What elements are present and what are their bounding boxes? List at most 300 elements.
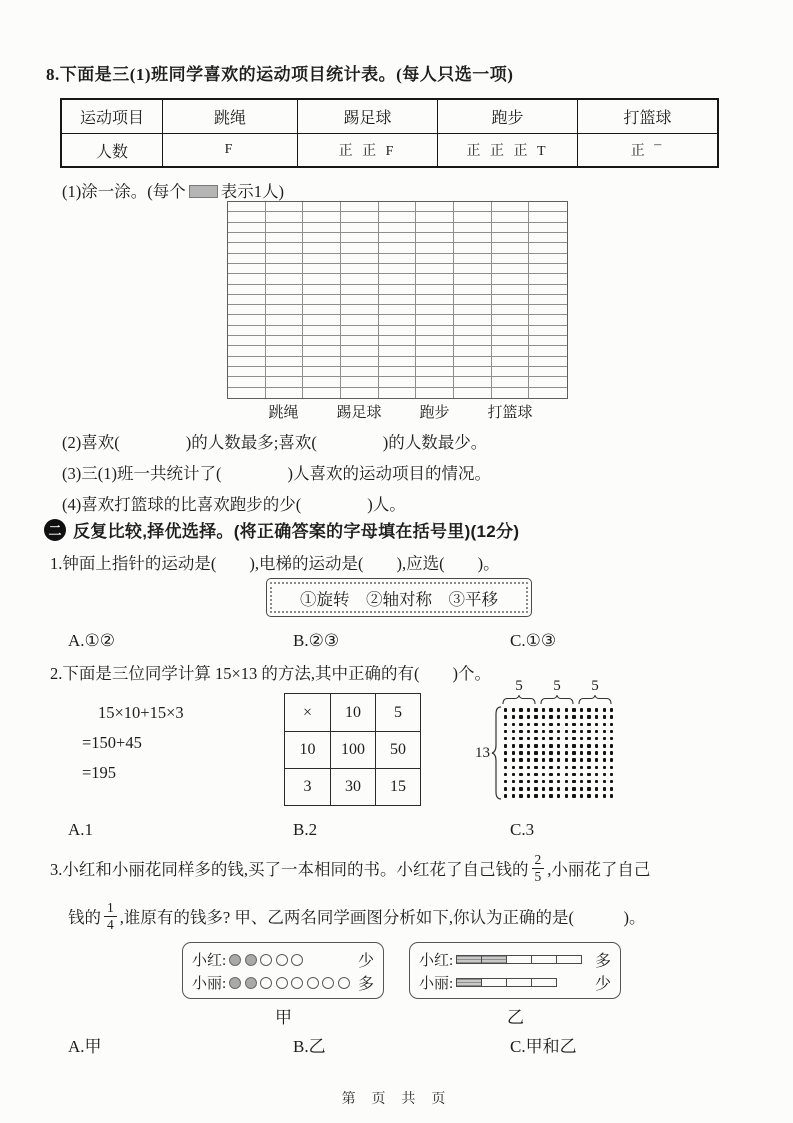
- dot: [542, 723, 545, 726]
- method1-line2: =150+45: [82, 733, 142, 752]
- grid-cell: [492, 254, 530, 264]
- dot: [572, 758, 575, 761]
- stat-header-cell: 跑步: [437, 100, 577, 133]
- grid-cell: [416, 254, 454, 264]
- dot: [534, 773, 537, 776]
- dot: [595, 737, 598, 740]
- dot: [603, 744, 606, 747]
- grid-cell: [416, 212, 454, 222]
- grid-cell: [379, 357, 417, 367]
- dot: [549, 794, 552, 797]
- circle-empty: [307, 977, 319, 989]
- dot: [549, 744, 552, 747]
- dot-group-count: 5: [515, 678, 523, 694]
- grid-cell: [454, 202, 492, 212]
- mult-cell: 15: [375, 768, 420, 805]
- section2-title: 反复比较,择优选择。(将正确答案的字母填在括号里)(12分): [73, 522, 520, 541]
- dot: [610, 708, 613, 711]
- dot: [549, 758, 552, 761]
- grid-cell: [266, 305, 304, 315]
- circle-empty: [322, 977, 334, 989]
- grid-cell: [492, 388, 530, 398]
- dot: [572, 708, 575, 711]
- grid-cell: [379, 274, 417, 284]
- dot: [534, 751, 537, 754]
- grid-cell: [303, 264, 341, 274]
- grid-cell: [303, 202, 341, 212]
- grid-cell: [379, 233, 417, 243]
- grid-cell: [529, 305, 567, 315]
- grid-cell: [492, 367, 530, 377]
- circle-empty: [291, 954, 303, 966]
- grid-cell: [341, 305, 379, 315]
- dot: [610, 730, 613, 733]
- grid-cell: [492, 305, 530, 315]
- dot: [527, 773, 530, 776]
- dot: [519, 730, 522, 733]
- q3-line2-b: ,谁原有的钱多? 甲、乙两名同学画图分析如下,你认为正确的是( )。: [119, 908, 646, 927]
- grid-cell: [529, 202, 567, 212]
- dot: [580, 794, 583, 797]
- grid-cell: [303, 305, 341, 315]
- grid-cell: [341, 295, 379, 305]
- dot-rows-label: 13: [475, 744, 490, 761]
- dot: [527, 780, 530, 783]
- dot: [557, 737, 560, 740]
- grid-cell: [228, 315, 266, 325]
- stat-header-cell: 打篮球: [577, 100, 717, 133]
- dot: [610, 751, 613, 754]
- dot: [572, 773, 575, 776]
- grid-cell: [529, 336, 567, 346]
- dot: [572, 737, 575, 740]
- dot: [549, 766, 552, 769]
- grid-cell: [379, 346, 417, 356]
- dot: [595, 715, 598, 718]
- grid-cell: [492, 336, 530, 346]
- dot: [580, 737, 583, 740]
- dot: [542, 780, 545, 783]
- person-row: [192, 971, 374, 994]
- grid-cell: [492, 377, 530, 387]
- grid-cell: [228, 254, 266, 264]
- grid-cell: [492, 202, 530, 212]
- dot: [565, 766, 568, 769]
- dot: [580, 758, 583, 761]
- grid-cell: [379, 285, 417, 295]
- dot: [610, 794, 613, 797]
- category-label: 踢足球: [336, 405, 382, 421]
- tally-cell: 正 ¯: [577, 133, 717, 166]
- grid-cell: [228, 305, 266, 315]
- dot: [512, 715, 515, 718]
- grid-cell: [379, 326, 417, 336]
- grid-cell: [228, 243, 266, 253]
- dot: [572, 730, 575, 733]
- q1-option-b: B.②③: [293, 631, 340, 650]
- q3-option-a: A.甲: [68, 1037, 102, 1056]
- grid-cell: [228, 202, 266, 212]
- grid-cell: [266, 223, 304, 233]
- grid-cell: [266, 295, 304, 305]
- dot: [603, 766, 606, 769]
- dot: [549, 737, 552, 740]
- grid-cell: [492, 243, 530, 253]
- grid-cell: [266, 346, 304, 356]
- over-brace-icon: [540, 695, 574, 704]
- grid-cell: [341, 254, 379, 264]
- grid-cell: [379, 336, 417, 346]
- mult-cell: 10: [330, 694, 375, 731]
- dot: [595, 794, 598, 797]
- circle-filled: [229, 954, 241, 966]
- dot: [504, 787, 507, 790]
- dot: [557, 758, 560, 761]
- dot: [519, 723, 522, 726]
- dot: [572, 780, 575, 783]
- dot: [580, 730, 583, 733]
- category-label: 跑步: [419, 405, 450, 421]
- grid-cell: [529, 377, 567, 387]
- dot: [557, 715, 560, 718]
- grid-cell: [341, 264, 379, 274]
- dot: [542, 751, 545, 754]
- grid-cell: [341, 367, 379, 377]
- grid-cell: [416, 367, 454, 377]
- dot: [580, 715, 583, 718]
- grid-cell: [529, 326, 567, 336]
- grid-cell: [529, 295, 567, 305]
- grid-cell: [341, 326, 379, 336]
- grid-cell: [303, 285, 341, 295]
- grid-cell: [266, 202, 304, 212]
- q3-line1: [50, 845, 650, 891]
- grid-cell: [454, 305, 492, 315]
- dot: [519, 780, 522, 783]
- dot: [512, 730, 515, 733]
- segment-bar: [456, 955, 582, 964]
- person-name: 小丽:: [192, 976, 227, 992]
- diagram-jia-label: 甲: [275, 1008, 292, 1027]
- grid-cell: [529, 315, 567, 325]
- dot: [519, 737, 522, 740]
- dot: [572, 766, 575, 769]
- person-row: [419, 971, 611, 994]
- q3-option-b: B.乙: [293, 1037, 326, 1056]
- dot: [512, 737, 515, 740]
- q2-method3-dot-diagram: [472, 678, 616, 800]
- dot: [565, 744, 568, 747]
- bar-segment: [556, 955, 582, 964]
- dot: [603, 780, 606, 783]
- dot: [519, 758, 522, 761]
- section2-header: [44, 517, 519, 542]
- grid-cell: [454, 264, 492, 274]
- dot: [580, 773, 583, 776]
- dot: [603, 723, 606, 726]
- stat-row-label: 人数: [62, 133, 162, 166]
- grid-cell: [379, 243, 417, 253]
- dot: [557, 744, 560, 747]
- amount-note: 多: [357, 976, 374, 993]
- grid-cell: [416, 223, 454, 233]
- q3-line1-a: 3.小红和小丽花同样多的钱,买了一本相同的书。小红花了自己钱的: [50, 860, 529, 879]
- mult-cell: 50: [375, 731, 420, 768]
- fill-grid: [227, 201, 568, 399]
- grid-cell: [228, 336, 266, 346]
- dot: [542, 708, 545, 711]
- dot-group-count: 5: [591, 678, 599, 694]
- dot: [504, 737, 507, 740]
- dot: [595, 730, 598, 733]
- dot: [512, 766, 515, 769]
- dot: [534, 766, 537, 769]
- dot: [587, 715, 590, 718]
- dot: [512, 751, 515, 754]
- circle-empty: [276, 954, 288, 966]
- dot: [519, 787, 522, 790]
- dot: [527, 751, 530, 754]
- grid-cell: [303, 295, 341, 305]
- dot: [519, 715, 522, 718]
- grid-cell: [529, 285, 567, 295]
- grid-cell: [492, 295, 530, 305]
- circle-empty: [260, 954, 272, 966]
- dot: [565, 730, 568, 733]
- grid-cell: [228, 233, 266, 243]
- grid-cell: [341, 346, 379, 356]
- dot: [549, 723, 552, 726]
- mult-cell: 100: [330, 731, 375, 768]
- dot: [504, 780, 507, 783]
- bar-segment: [456, 955, 482, 964]
- grid-cell: [416, 315, 454, 325]
- dot: [512, 773, 515, 776]
- dot: [587, 723, 590, 726]
- dot: [557, 730, 560, 733]
- method1-line1: 15×10+15×3: [98, 703, 184, 722]
- dot: [603, 751, 606, 754]
- grid-cell: [266, 254, 304, 264]
- grid-cell: [303, 367, 341, 377]
- dot: [603, 794, 606, 797]
- dot: [512, 794, 515, 797]
- q2-option-b: B.2: [293, 820, 318, 839]
- grid-cell: [529, 254, 567, 264]
- dot: [512, 780, 515, 783]
- bar-segment: [531, 978, 557, 987]
- dot: [557, 766, 560, 769]
- grid-cell: [341, 274, 379, 284]
- dot: [542, 773, 545, 776]
- dot: [504, 715, 507, 718]
- dot: [565, 787, 568, 790]
- grid-cell: [416, 377, 454, 387]
- q3-line2: [68, 893, 645, 939]
- grid-cell: [454, 315, 492, 325]
- dot: [587, 773, 590, 776]
- dot: [603, 737, 606, 740]
- dot: [557, 787, 560, 790]
- category-label: 跳绳: [268, 405, 299, 421]
- dot: [504, 730, 507, 733]
- dot: [534, 737, 537, 740]
- grid-cell: [303, 233, 341, 243]
- dot: [527, 744, 530, 747]
- dot: [603, 730, 606, 733]
- circle-empty: [276, 977, 288, 989]
- grid-cell: [303, 315, 341, 325]
- grid-cell: [303, 326, 341, 336]
- dot: [549, 787, 552, 790]
- grid-cell: [303, 274, 341, 284]
- dot: [519, 744, 522, 747]
- grid-cell: [266, 388, 304, 398]
- grid-cell: [266, 274, 304, 284]
- grid-cell: [529, 346, 567, 356]
- dot: [534, 787, 537, 790]
- dot: [610, 766, 613, 769]
- grid-cell: [228, 223, 266, 233]
- legend-square-icon: [189, 185, 218, 198]
- dot: [549, 730, 552, 733]
- circle-empty: [291, 977, 303, 989]
- dot: [610, 758, 613, 761]
- grid-cell: [266, 326, 304, 336]
- dot: [595, 773, 598, 776]
- q2-text: 2.下面是三位同学计算 15×13 的方法,其中正确的有( )个。: [50, 664, 492, 683]
- grid-cell: [341, 212, 379, 222]
- grid-cell: [454, 223, 492, 233]
- dot: [542, 766, 545, 769]
- dot: [527, 715, 530, 718]
- dot: [542, 730, 545, 733]
- grid-cell: [228, 285, 266, 295]
- dot: [595, 780, 598, 783]
- grid-cell: [454, 346, 492, 356]
- grid-cell: [492, 274, 530, 284]
- dot: [512, 723, 515, 726]
- diagram-jia-box: [182, 942, 384, 999]
- dot: [603, 787, 606, 790]
- dot: [519, 751, 522, 754]
- grid-cell: [266, 377, 304, 387]
- stat-header-cell: 踢足球: [297, 100, 437, 133]
- grid-cell: [529, 233, 567, 243]
- dot: [587, 758, 590, 761]
- grid-cell: [341, 285, 379, 295]
- dot: [603, 773, 606, 776]
- person-name: 小红:: [192, 953, 227, 969]
- grid-cell: [341, 377, 379, 387]
- dot: [512, 708, 515, 711]
- dot: [580, 787, 583, 790]
- mult-cell: 3: [285, 768, 330, 805]
- q8-sub1-after: 表示1人): [220, 182, 284, 201]
- grid-cell: [228, 367, 266, 377]
- tally-cell: 正 正 F: [297, 133, 437, 166]
- over-brace-icon: [578, 695, 612, 704]
- grid-cell: [492, 315, 530, 325]
- grid-cell: [228, 274, 266, 284]
- dot: [557, 708, 560, 711]
- stat-header-cell: 运动项目: [79, 110, 144, 127]
- q3-option-c: C.甲和乙: [510, 1037, 577, 1056]
- grid-cell: [492, 264, 530, 274]
- person-row: [419, 948, 611, 971]
- dot: [549, 715, 552, 718]
- dot: [542, 758, 545, 761]
- dot: [534, 758, 537, 761]
- grid-cell: [341, 223, 379, 233]
- diagram-yi-box: [409, 942, 621, 999]
- dot: [595, 766, 598, 769]
- dot: [504, 758, 507, 761]
- grid-cell: [266, 264, 304, 274]
- grid-cell: [454, 377, 492, 387]
- dot: [587, 730, 590, 733]
- dot: [565, 723, 568, 726]
- grid-cell: [228, 388, 266, 398]
- grid-cell: [529, 223, 567, 233]
- dot: [587, 751, 590, 754]
- dot-group-labels: [502, 678, 616, 695]
- stat-header-cell: 跳绳: [162, 100, 297, 133]
- grid-cell: [529, 274, 567, 284]
- dot: [572, 744, 575, 747]
- category-label: 打篮球: [487, 405, 533, 421]
- tally-cell: F: [162, 133, 297, 166]
- dot: [595, 723, 598, 726]
- dot: [565, 737, 568, 740]
- dot: [504, 794, 507, 797]
- grid-cell: [303, 254, 341, 264]
- dot: [557, 780, 560, 783]
- grid-cell: [266, 285, 304, 295]
- grid-cell: [492, 326, 530, 336]
- q3-line1-b: ,小丽花了自己: [547, 860, 651, 879]
- dot: [534, 780, 537, 783]
- method1-line3: =195: [82, 763, 117, 782]
- dot: [504, 773, 507, 776]
- grid-cell: [492, 285, 530, 295]
- grid-cell: [379, 212, 417, 222]
- grid-category-labels: [227, 401, 566, 421]
- dot: [587, 780, 590, 783]
- dot: [534, 715, 537, 718]
- dot: [587, 787, 590, 790]
- grid-cell: [529, 212, 567, 222]
- dot: [595, 787, 598, 790]
- q8-sub1-before: (1)涂一涂。(每个: [62, 182, 186, 201]
- grid-cell: [416, 357, 454, 367]
- dot: [565, 794, 568, 797]
- q8-sub4: (4)喜欢打篮球的比喜欢跑步的少( )人。: [62, 495, 406, 514]
- page-footer: 第 页 共 页: [341, 1090, 452, 1106]
- grid-cell: [303, 346, 341, 356]
- grid-cell: [492, 223, 530, 233]
- dot: [587, 737, 590, 740]
- dot: [534, 708, 537, 711]
- dot: [572, 715, 575, 718]
- dot: [595, 708, 598, 711]
- dot: [557, 773, 560, 776]
- dot: [527, 737, 530, 740]
- grid-cell: [379, 367, 417, 377]
- grid-cell: [454, 336, 492, 346]
- grid-cell: [492, 346, 530, 356]
- dot: [512, 744, 515, 747]
